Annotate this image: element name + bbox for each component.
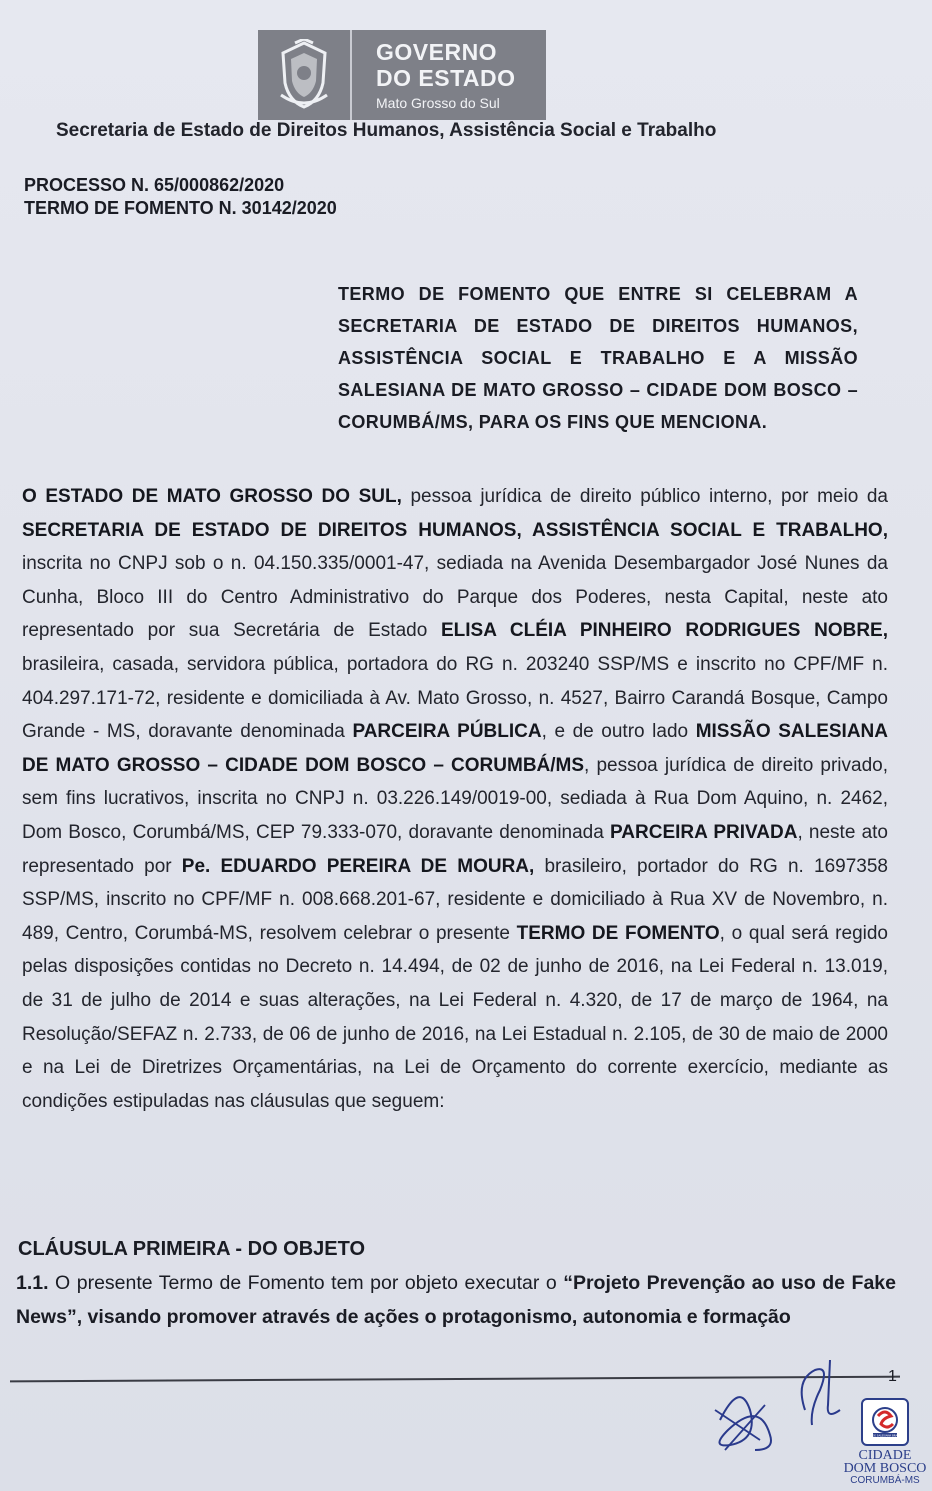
text-span: inscrita no CNPJ sob o n. 04.150.335/0001-47, sediada na Avenida Desembargador José Nunes da Cunha, Bloco III do Centro Administrativo do Parque dos Poderes, nesta Capital, neste ato representado por sua Secretária de Estado	[22, 553, 888, 642]
representative-name: Pe. EDUARDO PEREIRA DE MOURA,	[181, 855, 535, 877]
stamp-small-text: REDE SALESIANA BRASIL	[868, 1434, 902, 1438]
cidade-dom-bosco-stamp	[842, 1398, 928, 1487]
party-state: O ESTADO DE MATO GROSSO DO SUL,	[22, 486, 402, 507]
text-span: , neste ato representado por	[22, 821, 889, 877]
project-name: “Projeto Prevenção ao uso de Fake News”, visando promover através de ações o protagonismo, autonomia e formação	[16, 1272, 896, 1328]
logo-line-estado: DO ESTADO	[376, 65, 516, 91]
stamp-line-corumba: CORUMBÁ-MS	[850, 1475, 920, 1486]
process-numbers	[24, 174, 337, 220]
text-span: pessoa jurídica de direito público interno, por meio da	[401, 486, 888, 507]
state-crest-icon	[258, 30, 352, 120]
text-span: brasileira, casada, servidora pública, portadora do RG n. 203240 SSP/MS e inscrito no CPF/MF n. 404.297.171-72, residente e domiciliada à Av. Mato Grosso, n. 4527, Bairro Carandá Bosque, Campo Grande - MS, doravante denominada	[22, 653, 888, 743]
secretaria-heading: Secretaria de Estado de Direitos Humanos, Assistência Social e Trabalho	[56, 120, 717, 141]
label-termo-fomento: TERMO DE FOMENTO	[516, 922, 720, 944]
process-number: PROCESSO N. 65/000862/2020	[24, 175, 285, 195]
party-secretaria: SECRETARIA DE ESTADO DE DIREITOS HUMANOS, ASSISTÊNCIA SOCIAL E TRABALHO,	[22, 519, 888, 541]
logo-line-governo: GOVERNO	[376, 39, 498, 65]
ementa: TERMO DE FOMENTO QUE ENTRE SI CELEBRAM A SECRETARIA DE ESTADO DE DIREITOS HUMANOS, ASSISTÊNCIA SOCIAL E TRABALHO E A MISSÃO SALESIANA DE MATO GROSSO – CIDADE DOM BOSCO – CORUMBÁ/MS, PARA OS FINS QUE MENCIONA.	[338, 284, 858, 432]
label-parceira-privada: PARCEIRA PRIVADA	[610, 821, 798, 843]
handwritten-signature	[700, 1350, 850, 1465]
party-missao: MISSÃO SALESIANA DE MATO GROSSO – CIDADE DOM BOSCO – CORUMBÁ/MS	[22, 721, 889, 776]
text-span: O presente Termo de Fomento tem por objeto executar o	[48, 1272, 564, 1294]
text-span: , o qual será regido pelas disposições contidas no Decreto n. 14.494, de 02 de junho de 2016, na Lei Federal n. 13.019, de 31 de julho de 2014 e suas alterações, na Lei Federal n. 4.320, de 17 de março de 1964, na Resolução/SEFAZ n. 2.733, de 06 de junho de 2016, na Lei Estadual n. 2.105, de 30 de maio de 2000 e na Lei de Diretrizes Orçamentárias, na Lei de Orçamento do corrente exercício, mediante as condições estipuladas nas cláusulas que seguem:	[22, 922, 888, 1112]
clause-title: CLÁUSULA PRIMEIRA - DO OBJETO	[18, 1238, 366, 1260]
label-parceira-publica: PARCEIRA PÚBLICA	[352, 721, 542, 743]
text-span: , e de outro lado	[541, 721, 696, 743]
salesian-logo-icon	[861, 1398, 909, 1446]
preamble-paragraph	[22, 480, 888, 1118]
stamp-line-cidade: CIDADE	[858, 1448, 912, 1463]
text-span: brasileiro, portador do RG n. 1697358 SSP/MS, inscrito no CPF/MF n. 008.668.201-67, residente e domiciliado à Rua XV de Novembro, n. 489, Centro, Corumbá-MS, resolvem celebrar o presente	[22, 855, 888, 944]
logo-line-state-name: Mato Grosso do Sul	[376, 95, 500, 111]
page-number: 1	[888, 1368, 897, 1385]
item-number: 1.1.	[16, 1272, 49, 1294]
text-span: , pessoa jurídica de direito privado, sem fins lucrativos, inscrita no CNPJ n. 03.226.149/0019-00, sediada à Rua Dom Aquino, n. 2462, Dom Bosco, Corumbá/MS, CEP 79.333-070, doravante denominada	[22, 754, 889, 843]
clause-item-1-1	[16, 1266, 896, 1334]
government-logo	[258, 30, 546, 120]
secretary-name: ELISA CLÉIA PINHEIRO RODRIGUES NOBRE,	[440, 620, 888, 642]
stamp-line-dom-bosco: DOM BOSCO	[843, 1461, 927, 1476]
term-number: TERMO DE FOMENTO N. 30142/2020	[24, 198, 337, 218]
